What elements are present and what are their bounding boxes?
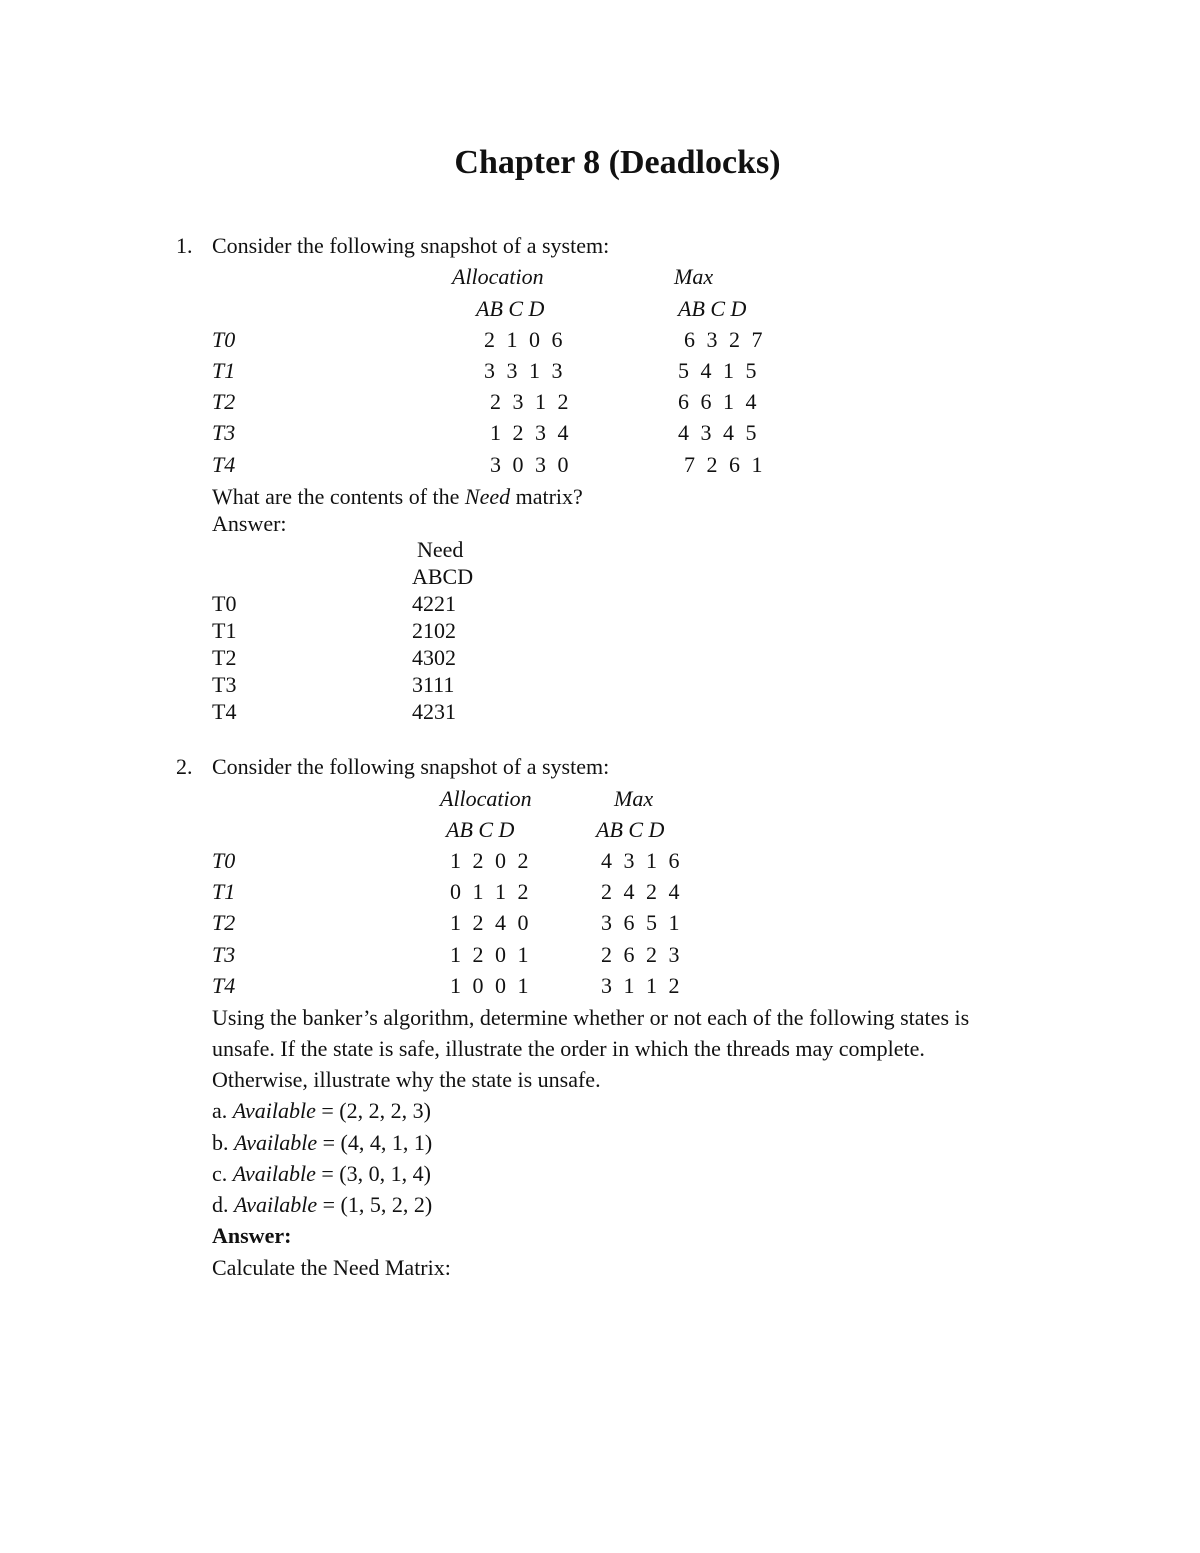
- q1-question-post: matrix?: [510, 484, 583, 509]
- q1-row-thread: T2: [212, 389, 236, 414]
- q2-option-letter: d.: [212, 1192, 229, 1217]
- q2-option-letter: b.: [212, 1130, 229, 1155]
- q2-row-max: 2 4 2 4: [601, 879, 683, 904]
- q2-text-line: unsafe. If the state is safe, illustrate the order in which the threads may complete.: [212, 1036, 925, 1061]
- q2-sub-allocation: AB C D: [446, 817, 515, 842]
- q1-need-value: 3111: [412, 672, 455, 697]
- q2-row-thread: T0: [212, 848, 236, 873]
- q2-header-max: Max: [614, 786, 654, 811]
- q1-header-allocation: Allocation: [452, 264, 544, 289]
- q2-option-value: = (1, 5, 2, 2): [317, 1192, 433, 1217]
- q1-row-allocation: 3 0 3 0: [490, 452, 572, 477]
- page-title: Chapter 8 (Deadlocks): [454, 144, 781, 181]
- q2-option-value: = (3, 0, 1, 4): [315, 1161, 431, 1186]
- q2-option-label: Available: [232, 1161, 316, 1186]
- q2-row-allocation: 1 2 0 2: [450, 848, 532, 873]
- q1-prompt: Consider the following snapshot of a system:: [212, 233, 610, 258]
- q1-row-max: 6 6 1 4: [678, 389, 760, 414]
- q2-option-label: Available: [234, 1192, 318, 1217]
- q2-option: [212, 1097, 431, 1125]
- q1-need-value: 4221: [412, 591, 456, 616]
- q2-prompt: Consider the following snapshot of a system:: [212, 754, 610, 779]
- q1-row-allocation: 1 2 3 4: [490, 420, 572, 445]
- q2-option-letter: c.: [212, 1161, 228, 1186]
- q2-option-label: Available: [232, 1098, 316, 1123]
- q1-need-thread: T4: [212, 699, 237, 724]
- q1-row-thread: T3: [212, 420, 236, 445]
- q2-text-line: Otherwise, illustrate why the state is unsafe.: [212, 1067, 601, 1092]
- q2-row-thread: T1: [212, 879, 236, 904]
- q2-row-max: 4 3 1 6: [601, 848, 683, 873]
- q1-need-thread: T3: [212, 672, 237, 697]
- q1-row-max: 4 3 4 5: [678, 420, 760, 445]
- q1-sub-allocation: AB C D: [476, 296, 545, 321]
- q1-need-header: Need: [417, 537, 464, 562]
- q1-question: [212, 483, 583, 511]
- q1-row-max: 7 2 6 1: [684, 452, 766, 477]
- q2-option-value: = (4, 4, 1, 1): [317, 1130, 433, 1155]
- q2-option-value: = (2, 2, 2, 3): [315, 1098, 431, 1123]
- q1-row-thread: T0: [212, 327, 236, 352]
- q1-answer-label: Answer:: [212, 511, 287, 536]
- q1-need-value: 4302: [412, 645, 456, 670]
- q1-header-max: Max: [674, 264, 714, 289]
- q2-row-thread: T2: [212, 910, 236, 935]
- q2-option-label: Available: [234, 1130, 318, 1155]
- q1-row-max: 6 3 2 7: [684, 327, 766, 352]
- q2-sub-max: AB C D: [596, 817, 665, 842]
- q1-need-sub: ABCD: [412, 564, 474, 589]
- q2-row-allocation: 1 2 0 1: [450, 942, 532, 967]
- q1-row-thread: T4: [212, 452, 236, 477]
- q2-row-allocation: 1 2 4 0: [450, 910, 532, 935]
- q2-text-line: Using the banker’s algorithm, determine whether or not each of the following states is: [212, 1005, 970, 1030]
- q1-need-thread: T2: [212, 645, 237, 670]
- q1-row-allocation: 2 1 0 6: [484, 327, 566, 352]
- q1-row-thread: T1: [212, 358, 236, 383]
- q2-row-max: 3 6 5 1: [601, 910, 683, 935]
- q1-need-thread: T1: [212, 618, 237, 643]
- q2-option: [212, 1191, 432, 1219]
- q1-question-pre: What are the contents of the: [212, 484, 465, 509]
- q2-row-max: 2 6 2 3: [601, 942, 683, 967]
- q1-question-italic: Need: [464, 484, 511, 509]
- q2-answer-label: Answer:: [212, 1223, 292, 1248]
- q2-option: [212, 1129, 432, 1157]
- q2-number: 2.: [176, 754, 193, 779]
- q2-row-allocation: 1 0 0 1: [450, 973, 532, 998]
- q1-sub-max: AB C D: [678, 296, 747, 321]
- q1-need-value: 4231: [412, 699, 456, 724]
- q1-need-thread: T0: [212, 591, 237, 616]
- q1-row-allocation: 2 3 1 2: [490, 389, 572, 414]
- q2-answer-text: Calculate the Need Matrix:: [212, 1255, 451, 1280]
- q2-row-max: 3 1 1 2: [601, 973, 683, 998]
- q2-header-allocation: Allocation: [440, 786, 532, 811]
- q2-row-thread: T4: [212, 973, 236, 998]
- q2-row-allocation: 0 1 1 2: [450, 879, 532, 904]
- q1-row-max: 5 4 1 5: [678, 358, 760, 383]
- q2-row-thread: T3: [212, 942, 236, 967]
- q1-row-allocation: 3 3 1 3: [484, 358, 566, 383]
- q1-need-value: 2102: [412, 618, 456, 643]
- q1-number: 1.: [176, 233, 193, 258]
- q2-option: [212, 1160, 431, 1188]
- q2-option-letter: a.: [212, 1098, 228, 1123]
